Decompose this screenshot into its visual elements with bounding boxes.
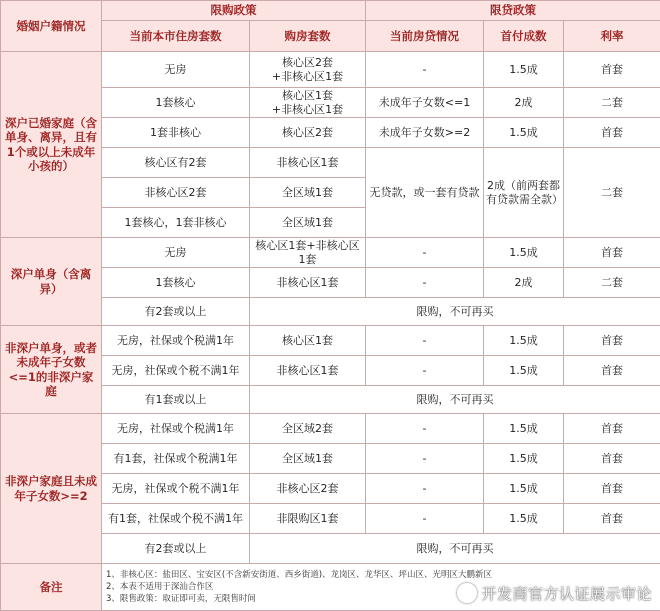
cell-down: 1.5成: [484, 118, 564, 148]
cell-down: 2成: [484, 268, 564, 298]
cell-rate: 首套: [564, 444, 660, 474]
cell-restricted: 限购，不可再买: [250, 386, 660, 414]
cell-loan: -: [366, 474, 484, 504]
cell-current: 有1套，社保或个税满1年: [102, 444, 250, 474]
category-married: 深户已婚家庭（含单身、离异，且有1个或以上未成年小孩的）: [1, 52, 102, 238]
cell-purchase: 非限购区1套: [250, 504, 366, 534]
cell-purchase: 非核心区1套: [250, 148, 366, 178]
cell-down: 1.5成: [484, 414, 564, 444]
cell-down: 1.5成: [484, 326, 564, 356]
cell-rate: 二套: [564, 268, 660, 298]
cell-current: 有1套或以上: [102, 386, 250, 414]
cell-rate-merged: 二套: [564, 148, 660, 238]
cell-down: 1.5成: [484, 474, 564, 504]
cell-down: 1.5成: [484, 444, 564, 474]
cell-rate: 首套: [564, 414, 660, 444]
cell-loan: -: [366, 444, 484, 474]
header-down-payment: 首付成数: [484, 21, 564, 52]
cell-rate: 首套: [564, 504, 660, 534]
cell-purchase: 非核心区2套: [250, 474, 366, 504]
cell-current: 非核心区2套: [102, 178, 250, 208]
cell-loan: 未成年子女数>=2: [366, 118, 484, 148]
cell-rate: 首套: [564, 52, 660, 88]
cell-current: 无房: [102, 238, 250, 268]
cell-purchase: 核心区2套 +非核心区1套: [250, 52, 366, 88]
cell-down: 1.5成: [484, 504, 564, 534]
cell-current: 无房，社保或个税满1年: [102, 326, 250, 356]
cell-current: 有1套，社保或个税不满1年: [102, 504, 250, 534]
cell-purchase: 全区域1套: [250, 444, 366, 474]
cell-down: 1.5成: [484, 356, 564, 386]
cell-rate: 首套: [564, 326, 660, 356]
cell-purchase: 核心区1套 +非核心区1套: [250, 88, 366, 118]
cell-purchase: 全区域1套: [250, 208, 366, 238]
cell-loan: 未成年子女数<=1: [366, 88, 484, 118]
header-purchase-count: 购房套数: [250, 21, 366, 52]
cell-loan: -: [366, 268, 484, 298]
cell-rate: 首套: [564, 356, 660, 386]
cell-current: 无房: [102, 52, 250, 88]
cell-purchase: 非核心区1套: [250, 268, 366, 298]
header-huji: 婚姻户籍情况: [1, 1, 102, 52]
cell-purchase: 非核心区1套: [250, 356, 366, 386]
cell-current: 1套非核心: [102, 118, 250, 148]
watermark: [457, 583, 652, 604]
cell-current: 有2套或以上: [102, 534, 250, 564]
cell-current: 核心区有2套: [102, 148, 250, 178]
cell-down: 1.5成: [484, 52, 564, 88]
cell-restricted: 限购，不可再买: [250, 298, 660, 326]
cell-down: 2成: [484, 88, 564, 118]
note-line: 3、限售政策：取证即可卖，无限售时间: [106, 593, 658, 605]
cell-purchase: 核心区2套: [250, 118, 366, 148]
cell-loan: -: [366, 52, 484, 88]
cell-current: 有2套或以上: [102, 298, 250, 326]
cell-purchase: 核心区1套: [250, 326, 366, 356]
category-nonlocal-single: 非深户单身，或者未成年子女数<=1的非深户家庭: [1, 326, 102, 414]
cell-down: 1.5成: [484, 238, 564, 268]
header-loan-status: 当前房贷情况: [366, 21, 484, 52]
category-single: 深户单身（含离异）: [1, 238, 102, 326]
cell-loan: -: [366, 504, 484, 534]
cell-current: 无房，社保或个税不满1年: [102, 356, 250, 386]
category-nonlocal-family: 非深户家庭且未成年子女数>=2: [1, 414, 102, 564]
cell-rate: 二套: [564, 88, 660, 118]
cell-loan: -: [366, 238, 484, 268]
note-label: 备注: [1, 564, 102, 611]
cell-loan: -: [366, 326, 484, 356]
cell-purchase: 全区域1套: [250, 178, 366, 208]
header-xiandai: 限贷政策: [366, 1, 660, 21]
watermark-text: 开发商官方认证展示审论: [481, 585, 652, 603]
cell-purchase: 核心区1套+非核心区1套: [250, 238, 366, 268]
header-current-count: 当前本市住房套数: [102, 21, 250, 52]
cell-down-merged: 2成（前两套都有贷款需全款）: [484, 148, 564, 238]
cell-loan: -: [366, 414, 484, 444]
note-line: 1、非核心区：盐田区、宝安区(不含新安街道、西乡街道)、龙岗区、龙华区、坪山区、光明区大鹏新区: [106, 569, 658, 581]
cell-rate: 首套: [564, 118, 660, 148]
cell-loan-merged: 无贷款，或一套有贷款: [366, 148, 484, 238]
cell-rate: 首套: [564, 474, 660, 504]
cell-restricted: 限购，不可再买: [250, 534, 660, 564]
cell-rate: 首套: [564, 238, 660, 268]
cell-loan: -: [366, 356, 484, 386]
note-line: 2、本表不适用于深汕合作区: [106, 581, 658, 593]
cell-current: 1套核心，1套非核心: [102, 208, 250, 238]
header-xiangou: 限购政策: [102, 1, 366, 21]
cell-current: 1套核心: [102, 88, 250, 118]
cell-current: 无房，社保或个税不满1年: [102, 474, 250, 504]
header-interest-rate: 利率: [564, 21, 660, 52]
cell-current: 无房，社保或个税满1年: [102, 414, 250, 444]
cell-current: 1套核心: [102, 268, 250, 298]
cell-purchase: 全区域2套: [250, 414, 366, 444]
watermark-logo-icon: [457, 583, 477, 603]
